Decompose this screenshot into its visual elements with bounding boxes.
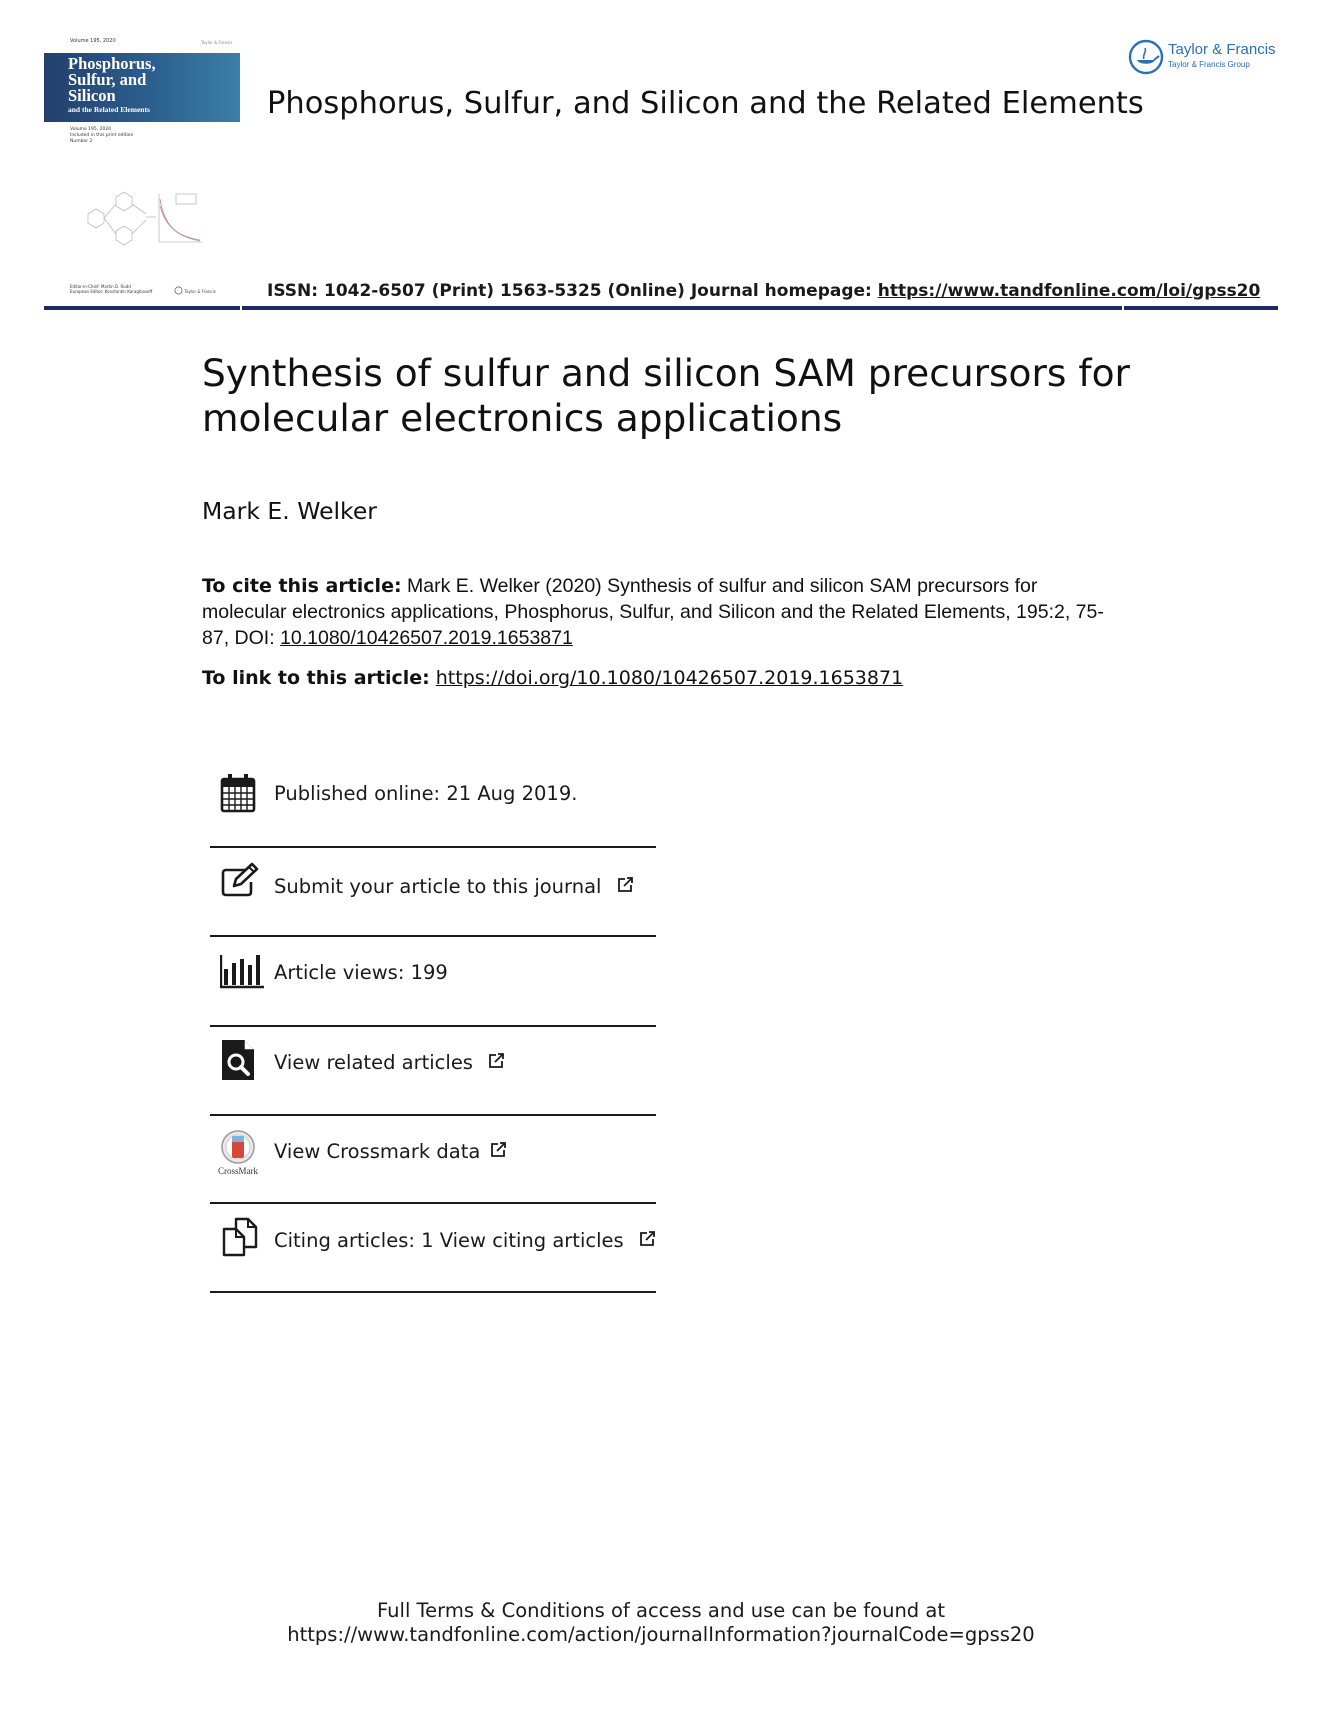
doi-link[interactable]: 10.1080/10426507.2019.1653871 bbox=[280, 627, 573, 649]
divider bbox=[210, 846, 656, 848]
terms-footer bbox=[0, 1599, 1322, 1647]
publisher-group: Taylor & Francis Group bbox=[1168, 60, 1250, 69]
cite-text: Mark E. Welker (2020) Synthesis of sulfur and silicon SAM precursors for molecular electronics applications, Phosphorus, Sulfur, and Silicon and the Related Elements, 195:2, 75-87, DOI: bbox=[202, 575, 1104, 649]
divider bbox=[210, 1291, 656, 1293]
cover-publisher-icon bbox=[174, 286, 183, 295]
related-articles-link[interactable]: View related articles bbox=[274, 1051, 505, 1074]
issn-text: ISSN: 1042-6507 (Print) 1563-5325 (Online) Journal homepage: bbox=[267, 281, 878, 301]
header-rule bbox=[44, 306, 1278, 310]
link-label: To link to this article: bbox=[202, 667, 430, 689]
journal-title: Phosphorus, Sulfur, and Silicon and the Related Elements bbox=[267, 86, 1144, 121]
terms-footer-line1: Full Terms & Conditions of access and use can be found at bbox=[377, 1599, 945, 1622]
published-online-row bbox=[210, 773, 656, 823]
cover-title: Phosphorus, Sulfur, and Silicon bbox=[68, 54, 156, 105]
cover-details: Volume 195, 2020 Included in this print edition Number 2 bbox=[70, 127, 134, 144]
external-link-icon bbox=[489, 1141, 507, 1159]
article-views-text: Article views: 199 bbox=[274, 961, 448, 984]
external-link-icon bbox=[638, 1230, 656, 1248]
divider bbox=[210, 1025, 656, 1027]
external-link-icon bbox=[616, 876, 634, 894]
cover-chemical-diagram-icon bbox=[84, 184, 204, 274]
cover-title-band bbox=[44, 53, 240, 122]
citing-articles-icon bbox=[220, 1217, 260, 1257]
article-author: Mark E. Welker bbox=[202, 497, 377, 525]
taylor-francis-lamp-icon bbox=[1128, 39, 1164, 75]
crossmark-link[interactable]: View Crossmark data bbox=[274, 1140, 507, 1163]
divider bbox=[210, 1114, 656, 1116]
crossmark-row[interactable] bbox=[210, 1130, 656, 1176]
crossmark-badge bbox=[218, 1130, 258, 1176]
crossmark-icon bbox=[221, 1130, 255, 1164]
cite-label: To cite this article: bbox=[202, 575, 402, 597]
journal-cover-thumbnail bbox=[44, 34, 240, 294]
article-doi-url-link[interactable]: https://doi.org/10.1080/10426507.2019.1653871 bbox=[435, 667, 904, 689]
journal-homepage-link[interactable]: https://www.tandfonline.com/loi/gpss20 bbox=[877, 281, 1261, 301]
cover-editors: Editor-in-Chief: Martin D. Rudd European Editor: Konstantin Karaghiosoff bbox=[70, 284, 153, 294]
citing-articles-row[interactable] bbox=[210, 1217, 656, 1261]
search-document-icon bbox=[220, 1039, 256, 1081]
divider bbox=[210, 1202, 656, 1204]
citation-block bbox=[202, 573, 1122, 651]
taylor-francis-logo[interactable] bbox=[1128, 37, 1288, 77]
article-views-row bbox=[210, 953, 656, 993]
external-link-icon bbox=[487, 1052, 505, 1070]
header-rule-gap bbox=[1122, 306, 1124, 310]
citing-articles-link[interactable]: Citing articles: 1 View citing articles bbox=[274, 1229, 656, 1252]
article-title: Synthesis of sulfur and silicon SAM precursors for molecular electronics applications bbox=[202, 351, 1130, 440]
submit-article-row[interactable] bbox=[210, 862, 656, 906]
related-articles-row[interactable] bbox=[210, 1039, 656, 1083]
publisher-name: Taylor & Francis bbox=[1168, 41, 1276, 58]
calendar-icon bbox=[220, 773, 256, 813]
issn-line bbox=[267, 281, 1260, 301]
cover-volume-line: Volume 195, 2020 bbox=[70, 38, 116, 44]
cover-subtitle: and the Related Elements bbox=[68, 105, 150, 114]
cover-publisher: Taylor & Francis bbox=[174, 286, 216, 295]
edit-icon bbox=[220, 862, 260, 898]
cover-corner-mark: Taylor & Francis bbox=[201, 40, 233, 45]
divider bbox=[210, 935, 656, 937]
published-online-text: Published online: 21 Aug 2019. bbox=[274, 782, 578, 805]
submit-article-link[interactable]: Submit your article to this journal bbox=[274, 875, 634, 898]
bar-chart-icon bbox=[220, 953, 264, 989]
header-rule-gap bbox=[240, 306, 242, 310]
terms-footer-url[interactable]: https://www.tandfonline.com/action/journalInformation?journalCode=gpss20 bbox=[287, 1623, 1035, 1646]
article-link-line bbox=[202, 667, 903, 689]
crossmark-icon-label: CrossMark bbox=[218, 1166, 258, 1176]
